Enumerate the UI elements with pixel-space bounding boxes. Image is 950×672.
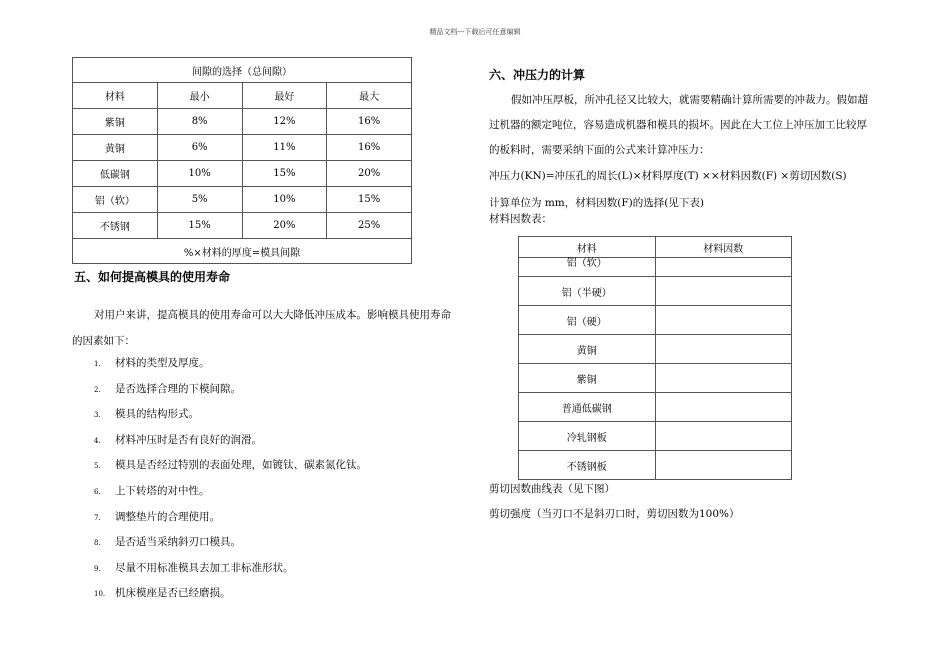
list-item-text: 尽量不用标准模具去加工非标准形状。	[115, 561, 294, 574]
punch-force-formula: 冲压力(KN)=冲压孔的周长(L)×材料厚度(T) ××材料因数(F) ×剪切因数(S)	[489, 170, 847, 182]
table-cell: 不锈钢	[73, 213, 158, 239]
table-cell	[655, 451, 792, 480]
table-cell: 铝（半硬）	[519, 277, 656, 306]
table-cell	[655, 364, 792, 393]
table-cell: 紫铜	[73, 109, 158, 135]
table-cell: 11%	[242, 135, 327, 161]
table-row	[73, 135, 412, 161]
table-cell: 不锈钢板	[519, 451, 656, 480]
lifespan-factor-list	[94, 351, 367, 607]
list-item-text: 上下转塔的对中性。	[115, 484, 210, 497]
table-cell: 25%	[327, 213, 412, 239]
section6-paragraph	[489, 88, 874, 163]
list-item-number: 7.	[94, 513, 101, 522]
list-item	[94, 377, 367, 403]
list-item-text: 是否适当采纳斜刃口模具。	[115, 536, 241, 549]
table-cell: 紫铜	[519, 364, 656, 393]
list-item-number: 9.	[94, 564, 101, 573]
material-col-header: 材料因数	[655, 237, 792, 258]
material-col-header: 材料	[519, 237, 656, 258]
list-item-number: 8.	[94, 539, 101, 548]
table-cell	[655, 306, 792, 335]
table-cell: 铝（软）	[519, 258, 656, 277]
table-cell: 低碳钢	[73, 161, 158, 187]
section5-heading: 五、如何提高模具的使用寿命	[74, 270, 231, 284]
section5-paragraph	[72, 302, 457, 354]
list-item	[94, 530, 367, 556]
table-row	[519, 451, 792, 480]
unit-note: 计算单位为 mm，材料因数(F)的选择(见下表)	[489, 197, 704, 209]
table-cell: 15%	[157, 213, 242, 239]
list-item-text: 机床模座是否已经磨损。	[115, 587, 231, 600]
list-item-text: 模具是否经过特别的表面处理，如镀钛、碳素氮化钛。	[115, 459, 367, 472]
list-item-text: 模具的结构形式。	[115, 408, 199, 421]
list-item-number: 1.	[94, 360, 101, 368]
gap-col-header: 最大	[327, 83, 412, 109]
table-cell	[655, 335, 792, 364]
list-item-text: 调整垫片的合理使用。	[115, 510, 220, 523]
list-item-text: 材料冲压时是否有良好的润滑。	[115, 433, 262, 446]
table-cell: 20%	[242, 213, 327, 239]
section6-paragraph-text: 假如冲压厚板，所冲孔径又比较大，就需要精确计算所需要的冲裁力。假如超过机器的额定吨位，容易造成机器和模具的损坏。因此在大工位上冲压加工比较厚的板料时，需要采纳下面的公式来计算冲压力：	[489, 94, 868, 156]
list-item	[94, 402, 367, 428]
table-cell: 10%	[242, 187, 327, 213]
table-cell: 12%	[242, 109, 327, 135]
gap-selection-table	[72, 57, 412, 264]
list-item-number: 2.	[94, 385, 101, 394]
list-item-text: 材料的类型及厚度。	[115, 357, 210, 369]
shear-curve-note: 剪切因数曲线表（见下图）	[489, 483, 615, 495]
table-row	[519, 364, 792, 393]
list-item-number: 4.	[94, 436, 101, 445]
table-row	[73, 161, 412, 187]
list-item-number: 5.	[94, 462, 101, 471]
table-row	[519, 306, 792, 335]
table-cell: 冷轧钢板	[519, 422, 656, 451]
list-item	[94, 351, 367, 377]
page-header: 精品文档---下载后可任意编辑	[429, 28, 521, 36]
table-cell: 15%	[242, 161, 327, 187]
table-cell: 铝（硬）	[519, 306, 656, 335]
table-cell	[655, 393, 792, 422]
table-cell: 黄铜	[73, 135, 158, 161]
table-cell: 5%	[157, 187, 242, 213]
gap-col-header: 材料	[73, 83, 158, 109]
table-row	[73, 213, 412, 239]
gap-col-header: 最小	[157, 83, 242, 109]
table-cell: 15%	[327, 187, 412, 213]
gap-table-footer: %×材料的厚度=模具间隙	[73, 239, 412, 264]
table-cell: 10%	[157, 161, 242, 187]
table-cell	[655, 258, 792, 277]
table-cell: 铝（软）	[73, 187, 158, 213]
material-table-title: 材料因数表：	[489, 213, 552, 225]
table-cell: 8%	[157, 109, 242, 135]
list-item-text: 是否选择合理的下模间隙。	[115, 382, 241, 395]
list-item-number: 6.	[94, 487, 101, 496]
table-row	[519, 393, 792, 422]
list-item	[94, 479, 367, 505]
section6-heading: 六、冲压力的计算	[489, 68, 586, 82]
list-item	[94, 453, 367, 479]
list-item	[94, 428, 367, 454]
table-cell: 20%	[327, 161, 412, 187]
table-row	[519, 277, 792, 306]
table-cell: 普通低碳钢	[519, 393, 656, 422]
gap-col-header: 最好	[242, 83, 327, 109]
table-cell	[655, 422, 792, 451]
table-cell: 16%	[327, 109, 412, 135]
table-cell: 黄铜	[519, 335, 656, 364]
list-item	[94, 581, 367, 607]
table-cell	[655, 277, 792, 306]
list-item-number: 10.	[94, 590, 106, 599]
material-factor-table	[518, 236, 792, 480]
table-row	[519, 258, 792, 277]
table-row	[73, 109, 412, 135]
section5-paragraph-text: 对用户来讲，提高模具的使用寿命可以大大降低冲压成本。影响模具使用寿命的因素如下：	[72, 309, 451, 347]
table-row	[73, 187, 412, 213]
table-cell: 16%	[327, 135, 412, 161]
gap-table-caption: 间隙的选择（总间隙）	[73, 58, 412, 83]
list-item-number: 3.	[94, 411, 101, 420]
list-item	[94, 556, 367, 582]
list-item	[94, 505, 367, 531]
table-row	[519, 422, 792, 451]
shear-strength-note: 剪切强度（当刃口不是斜刃口时，剪切因数为100%）	[489, 508, 740, 520]
table-row	[519, 335, 792, 364]
table-cell: 6%	[157, 135, 242, 161]
